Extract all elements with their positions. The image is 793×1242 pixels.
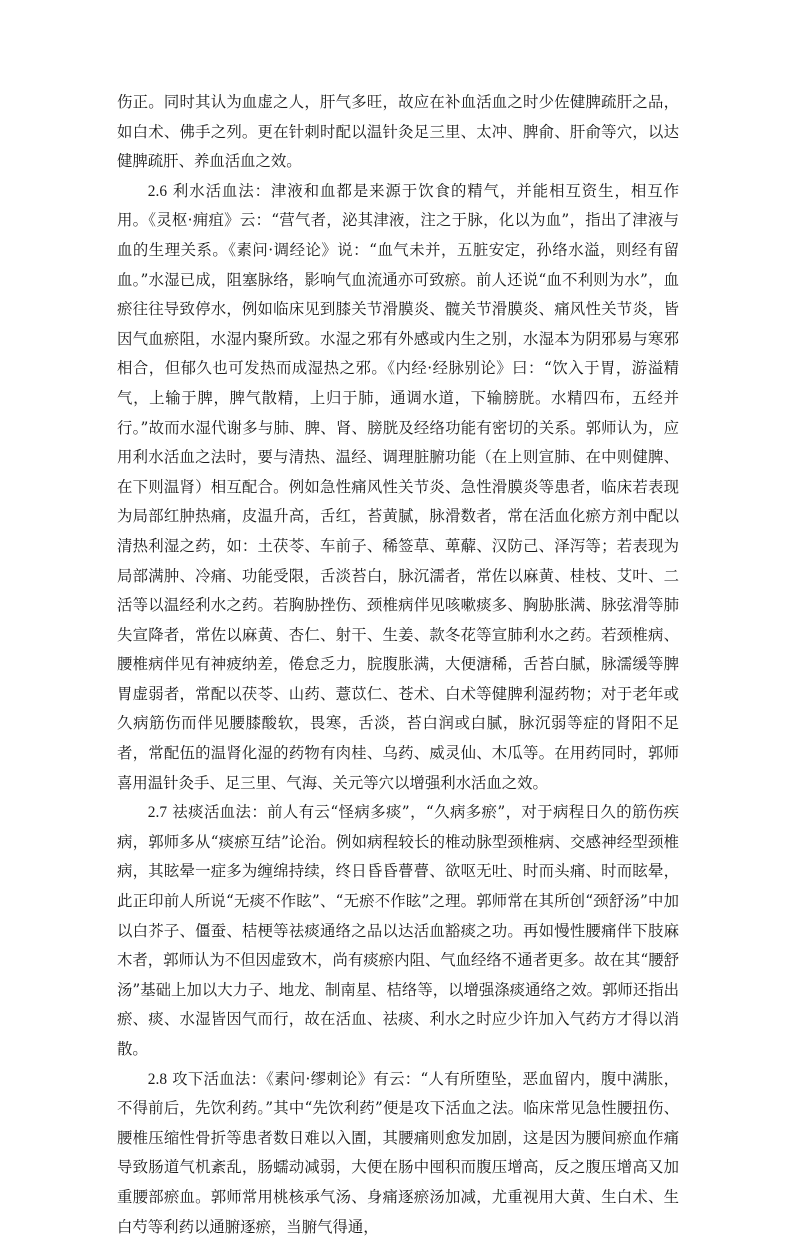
document-page xyxy=(117,88,679,1242)
paragraph-text: 利水活血法：津液和血都是来源于饮食的精气，并能相互资生，相互作用。《灵枢·痈疽》云：“营气者，泌其津液，注之于脉，化以为血”，指出了津液与血的生理关系。《素问·调经论》说：“血气未并，五脏安定，孙络水溢，则经有留血。”水湿已成，阻塞脉络，影响气血流通亦可致瘀。前人还说“血不利则为水”，血瘀往往导致停水，例如临床见到膝关节滑膜炎、髋关节滑膜炎、痛风性关节炎，皆因气血瘀阻，水湿内聚所致。水湿之邪有外感或内生之别，水湿本为阴邪易与寒邪相合，但郁久也可发热而成湿热之邪。《内经·经脉别论》曰：“饮入于胃，游溢精气，上输于脾，脾气散精，上归于肺，通调水道，下输膀胱。水精四布，五经并行。”故而水湿代谢多与肺、脾、肾、膀胱及经络功能有密切的关系。郭师认为，应用利水活血之法时，要与清热、温经、调理脏腑功能（在上则宣肺、在中则健脾、在下则温肾）相互配合。例如急性痛风性关节炎、急性滑膜炎等患者，临床若表现为局部红肿热痛，皮温升高，舌红，苔黄腻，脉滑数者，常在活血化瘀方剂中配以清热利湿之药，如：土茯苓、车前子、稀签草、萆薢、汉防己、泽泻等；若表现为局部满肿、冷痛、功能受限，舌淡苔白，脉沉濡者，常佐以麻黄、桂枝、艾叶、二活等以温经利水之药。若胸胁挫伤、颈椎病伴见咳嗽痰多、胸胁胀满、脉弦滑等肺失宣降者，常佐以麻黄、杏仁、射干、生姜、款冬花等宣肺利水之药。若颈椎病、腰椎病伴见有神疲纳差，倦怠乏力，脘腹胀满，大便溏稀，舌苔白腻，脉濡缓等脾胃虚弱者，常配以茯苓、山药、薏苡仁、苍术、白术等健脾利湿药物；对于老年或久病筋伤而伴见腰膝酸软，畏寒，舌淡，苔白润或白腻，脉沉弱等症的肾阳不足者，常配伍的温肾化湿的药物有肉桂、乌药、威灵仙、木瓜等。在用药同时，郭师喜用温针灸手、足三里、气海、关元等穴以增强利水活血之效。 xyxy=(117,181,679,792)
section-number: 2.6 xyxy=(147,182,168,200)
paragraph-text: 攻下活血法：《素问·缪刺论》有云：“人有所堕坠，恶血留内，腹中满胀，不得前后，先饮利药。”其中“先饮利药”便是攻下活血之法。临床常见急性腰扭伤、腰椎压缩性骨折等患者数日难以入圊，其腰痛则愈发加剧，这是因为腰间瘀血作痛导致肠道气机紊乱，肠蠕动减弱，大便在肠中囤积而腹压增高，反之腹压增高又加重腰部瘀血。郭师常用桃核承气汤、身痛逐瘀汤加减，尤重视用大黄、生白术、生白芍等利药以通腑逐瘀，当腑气得通， xyxy=(117,1069,679,1236)
paragraph-text: 伤正。同时其认为血虚之人，肝气多旺，故应在补血活血之时少佐健脾疏肝之品，如白术、佛手之列。更在针刺时配以温针灸足三里、太冲、脾俞、肝俞等穴，以达健脾疏肝、养血活血之效。 xyxy=(117,93,679,171)
section-number: 2.7 xyxy=(147,804,168,822)
paragraph-section-2-6 xyxy=(117,177,679,798)
paragraph-section-2-7 xyxy=(117,798,679,1064)
section-number: 2.8 xyxy=(147,1070,168,1088)
paragraph-text: 祛痰活血法：前人有云“怪病多痰”，“久病多瘀”，对于病程日久的筋伤疾病，郭师多从“痰瘀互结”论治。例如病程较长的椎动脉型颈椎病、交感神经型颈椎病，其眩晕一症多为缠绵持续，终日昏昏瞢瞢、欲呕无吐、时而头痛、时而眩晕，此正印前人所说“无痰不作眩”、“无瘀不作眩”之理。郭师常在其所创“颈舒汤”中加以白芥子、僵蚕、桔梗等祛痰通络之品以达活血豁痰之功。再如慢性腰痛伴下肢麻木者，郭师认为不但因虚致木，尚有痰瘀内阻、气血经络不通者更多。故在其“腰舒汤”基础上加以大力子、地龙、制南星、桔络等，以增强涤痰通络之效。郭师还指出瘀、痰、水湿皆因气而行，故在活血、祛痰、利水之时应少许加入气药方才得以消散。 xyxy=(117,803,679,1058)
paragraph-continuation xyxy=(117,88,679,177)
paragraph-section-2-8 xyxy=(117,1065,679,1242)
